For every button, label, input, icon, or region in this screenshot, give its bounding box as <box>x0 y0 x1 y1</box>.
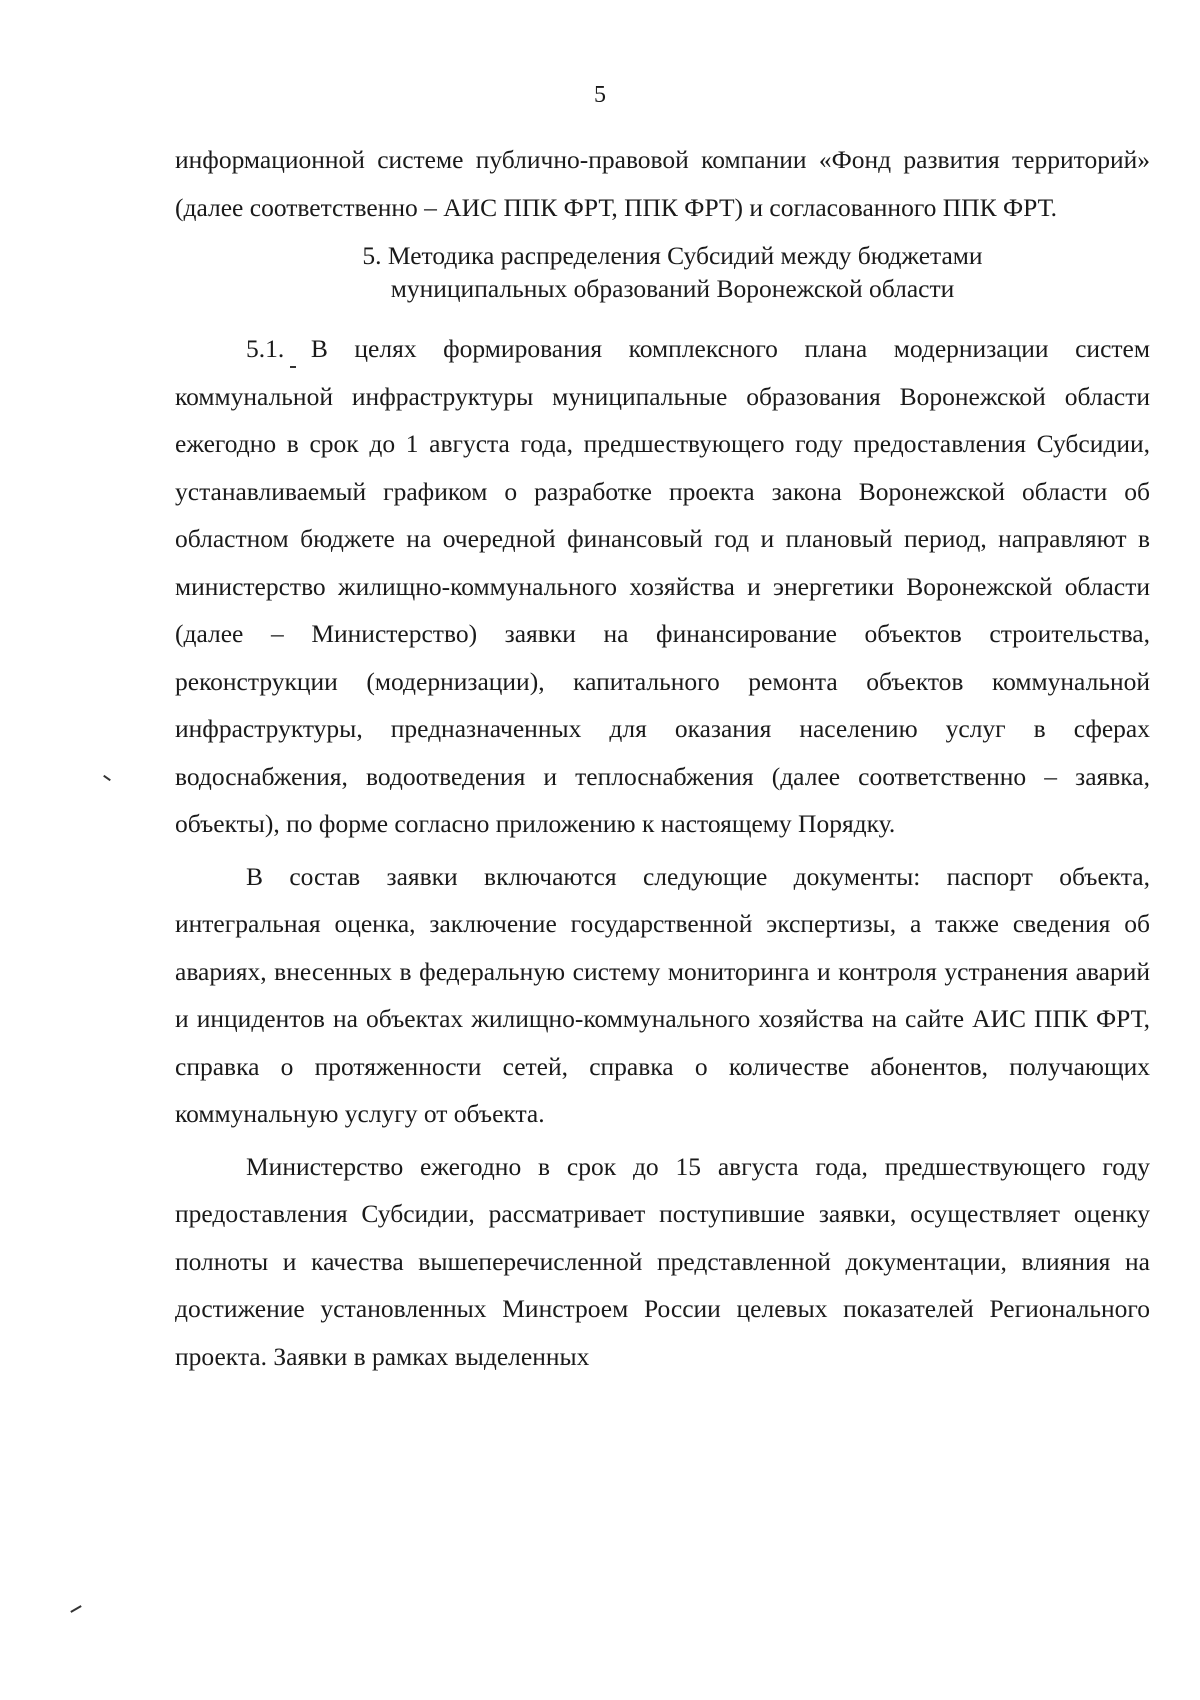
section-heading <box>175 239 1150 305</box>
section-heading-line-2: муниципальных образований Воронежской области <box>390 274 955 303</box>
document-body <box>175 136 1150 1380</box>
scan-speck <box>70 1605 81 1613</box>
paragraph-application-contents: В состав заявки включаются следующие документы: паспорт объекта, интегральная оценка, заключение государственной экспертизы, а также сведения об авариях, внесенных в федеральную систему мониторинга и контроля устранения аварий и инцидентов на объектах жилищно-коммунального хозяйства на сайте АИС ППК ФРТ, справка о протяженности сетей, справка о количестве абонентов, получающих коммунальную услугу от объекта. <box>175 861 1150 1128</box>
section-heading-line-1: 5. Методика распределения Субсидий между бюджетами <box>362 241 983 270</box>
scan-speck <box>290 366 296 368</box>
scan-speck <box>103 775 111 781</box>
paragraph-5-1: 5.1. В целях формирования комплексного плана модернизации систем коммунальной инфраструктуры муниципальные образования Воронежской области ежегодно в срок до 1 августа года, предшествующего году предоставления Субсидии, устанавливаемый графиком о разработке проекта закона Воронежской области об областном бюджете на очередной финансовый год и плановый период, направляют в министерство жилищно-коммунального хозяйства и энергетики Воронежской области (далее – Министерство) заявки на финансирование объектов строительства, реконструкции (модернизации), капитального ремонта объектов коммунальной инфраструктуры, предназначенных для оказания населению услуг в сферах водоснабжения, водоотведения и теплоснабжения (далее соответственно – заявка, объекты), по форме согласно приложению к настоящему Порядку. <box>175 334 1150 838</box>
paragraph-intro: информационной системе публично-правовой компании «Фонд развития территорий» (далее соответственно – АИС ППК ФРТ, ППК ФРТ) и согласованного ППК ФРТ. <box>175 145 1150 222</box>
page-number: 5 <box>594 82 606 108</box>
paragraph-ministry-review: Министерство ежегодно в срок до 15 августа года, предшествующего году предоставления Субсидии, рассматривает поступившие заявки, осуществляет оценку полноты и качества вышеперечисленной представленной документации, влияния на достижение установленных Минстроем России целевых показателей Регионального проекта. Заявки в рамках выделенных <box>175 1151 1150 1371</box>
